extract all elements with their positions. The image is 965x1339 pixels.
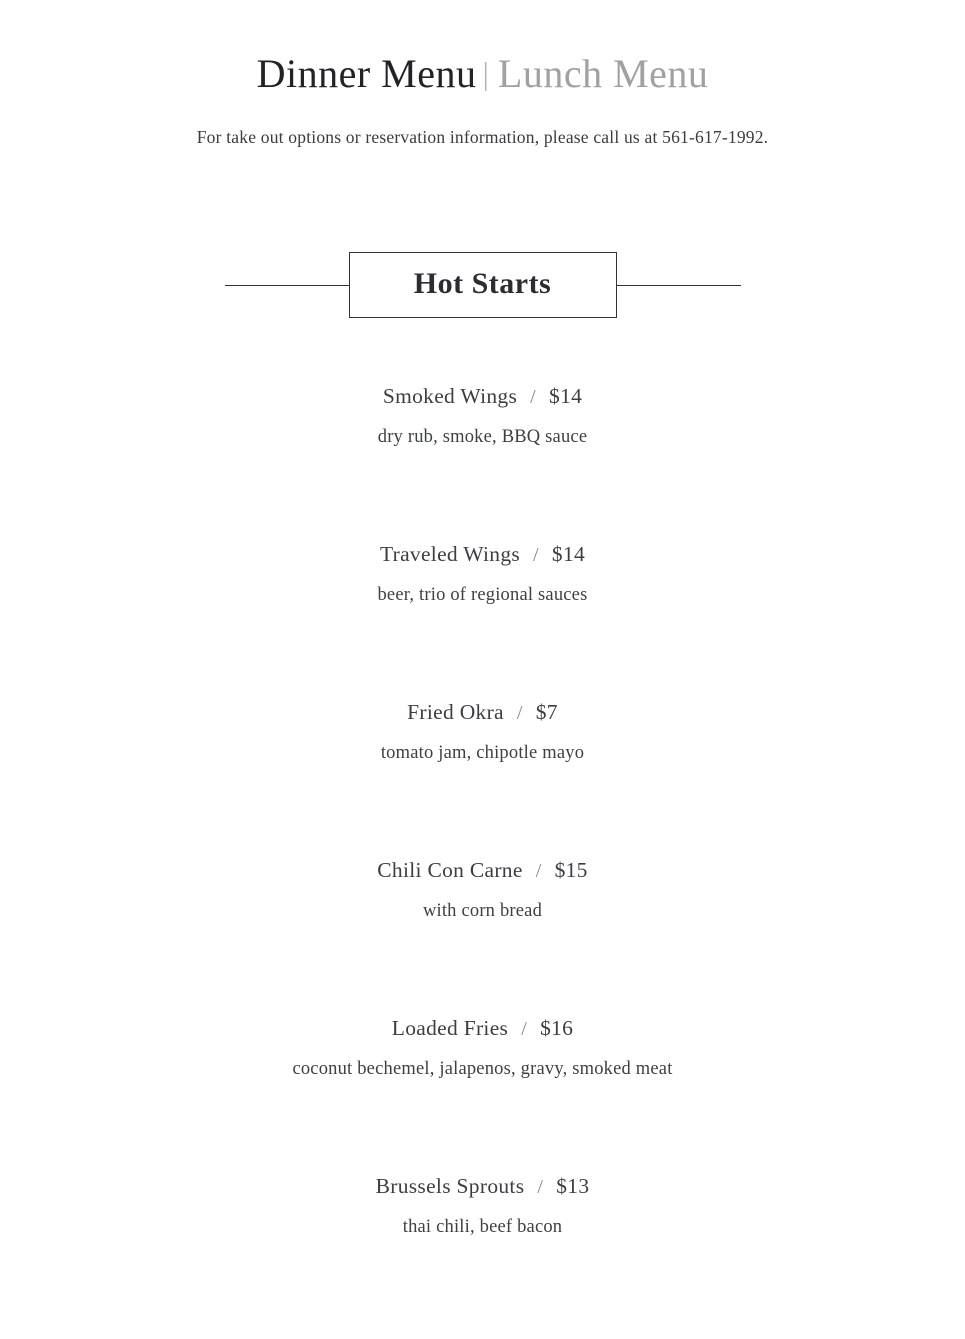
item-description: tomato jam, chipotle mayo — [380, 743, 585, 763]
item-description: thai chili, beef bacon — [402, 1217, 563, 1237]
section-header — [0, 252, 965, 318]
section-rule-right — [617, 285, 741, 286]
item-price-separator: / — [516, 702, 523, 724]
menu-item — [0, 381, 965, 450]
menu-item-list — [0, 381, 965, 1339]
item-price: $14 — [551, 542, 586, 566]
item-title — [0, 1013, 965, 1044]
item-description: beer, trio of regional sauces — [377, 585, 588, 605]
item-name: Traveled Wings — [379, 542, 521, 566]
item-price: $7 — [535, 700, 558, 724]
item-price: $13 — [556, 1174, 590, 1198]
item-title — [0, 381, 965, 412]
item-price-separator: / — [537, 1176, 544, 1198]
item-name: Chili Con Carne — [377, 858, 523, 882]
section-rule-left — [225, 285, 349, 286]
menu-item — [0, 1171, 965, 1240]
item-price: $14 — [549, 384, 583, 408]
menu-separator: | — [482, 55, 489, 91]
menu-item — [0, 539, 965, 608]
contact-note: For take out options or reservation information, please call us at 561-617-1992. — [196, 127, 769, 147]
item-description: coconut bechemel, jalapenos, gravy, smoked meat — [292, 1059, 673, 1079]
item-name: Loaded Fries — [391, 1016, 509, 1040]
item-title — [0, 697, 965, 728]
item-price-separator: / — [535, 860, 542, 882]
menu-item — [0, 855, 965, 924]
lunch-menu-link[interactable]: Lunch Menu — [497, 51, 709, 96]
dinner-menu-link[interactable]: Dinner Menu — [256, 51, 477, 96]
item-price: $16 — [540, 1016, 574, 1040]
menu-item — [0, 697, 965, 766]
section-title-box — [349, 252, 617, 318]
item-name: Brussels Sprouts — [375, 1174, 525, 1198]
item-name: Fried Okra — [407, 700, 504, 724]
item-name: Smoked Wings — [382, 384, 518, 408]
item-price-separator: / — [533, 544, 539, 566]
item-price-separator: / — [530, 386, 537, 408]
item-price-separator: / — [521, 1018, 528, 1040]
item-title — [0, 1171, 965, 1202]
menu-nav — [0, 50, 965, 106]
item-title — [0, 539, 965, 570]
menu-item — [0, 1013, 965, 1082]
item-price: $15 — [554, 858, 588, 882]
item-description: dry rub, smoke, BBQ sauce — [377, 427, 588, 447]
item-title — [0, 855, 965, 886]
item-description: with corn bread — [422, 901, 543, 921]
section-title: Hot Starts — [413, 267, 552, 300]
